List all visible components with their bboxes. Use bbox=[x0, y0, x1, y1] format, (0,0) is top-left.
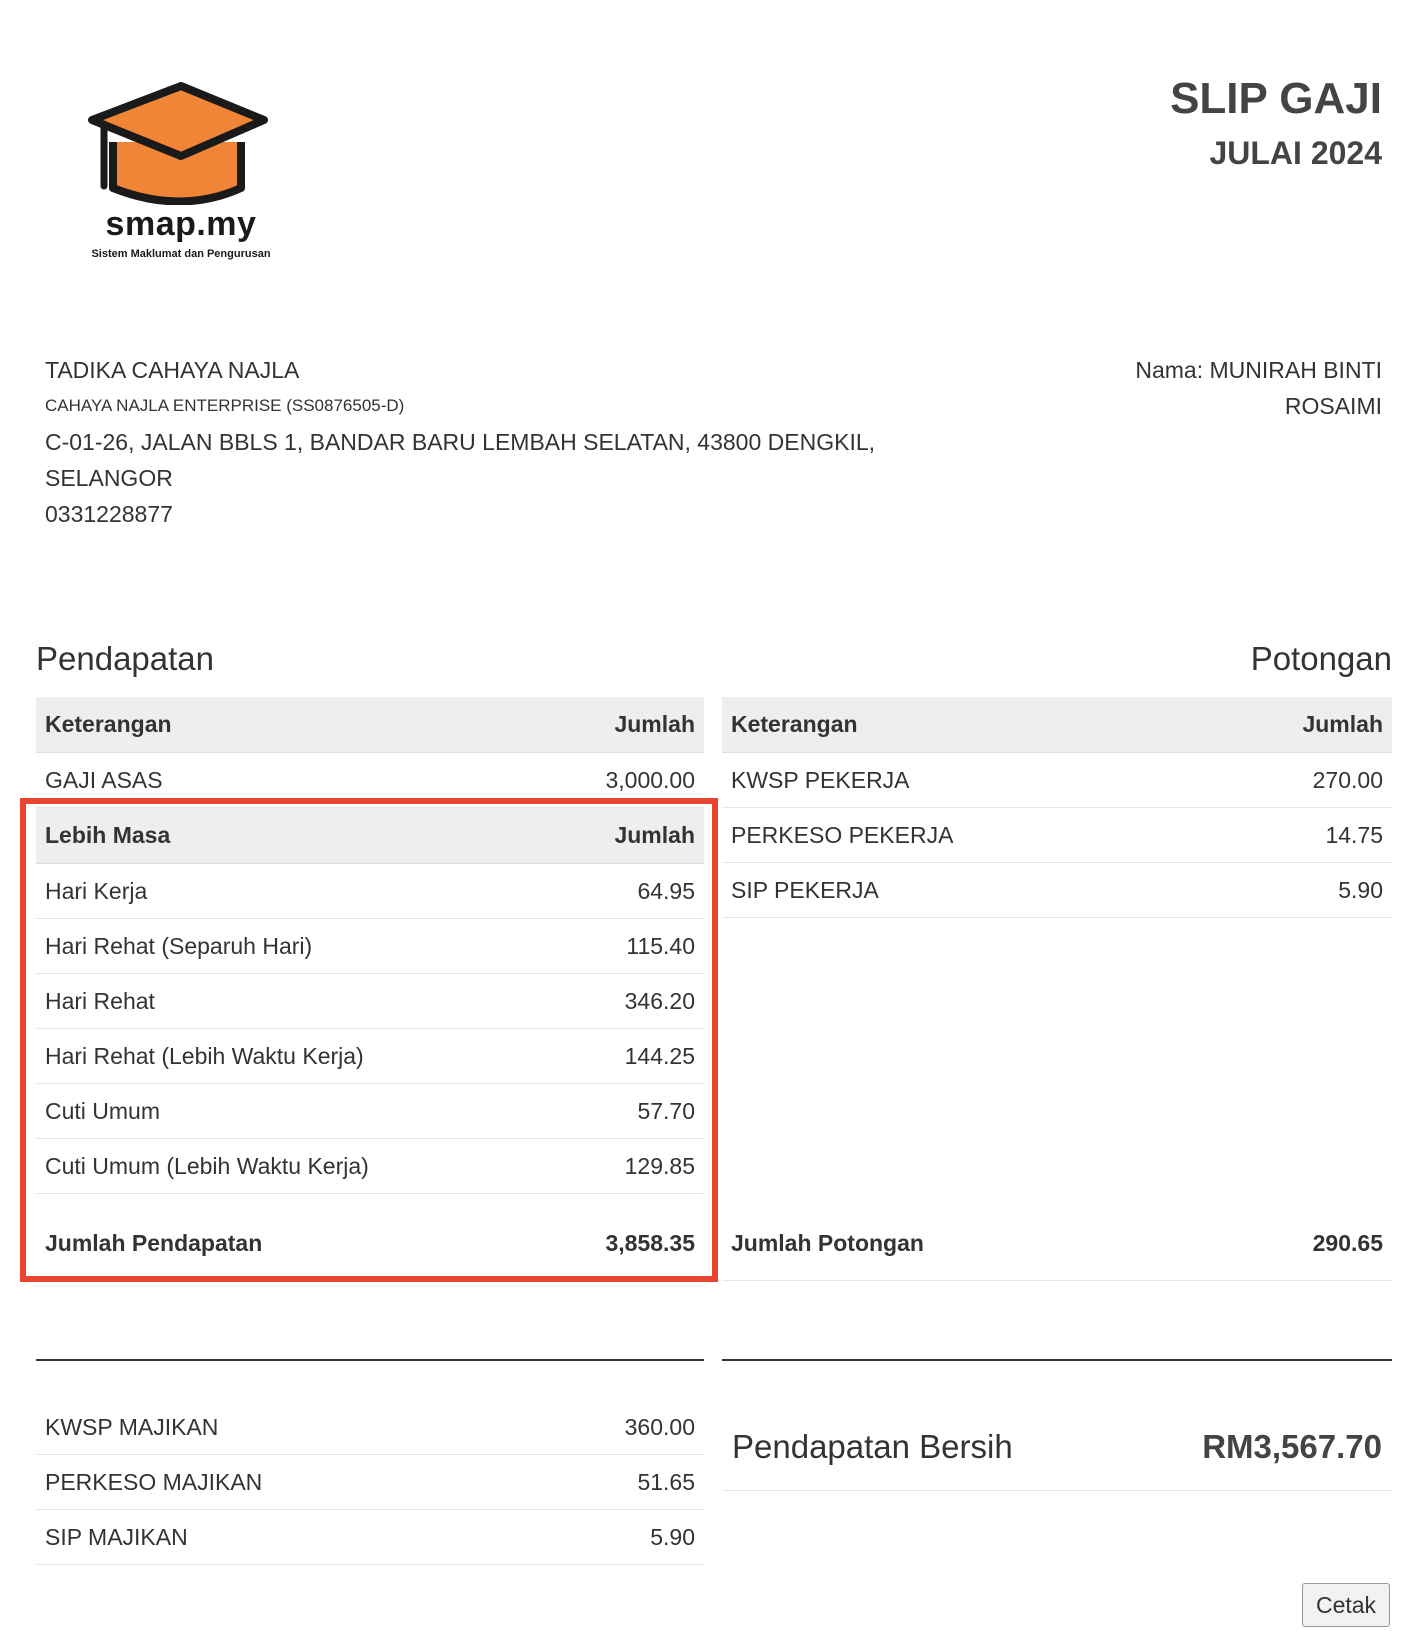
net-pay-label: Pendapatan Bersih bbox=[732, 1428, 1013, 1465]
spacer-row bbox=[722, 918, 1392, 1195]
graduation-cap-icon bbox=[86, 80, 276, 205]
row-label: PERKESO MAJIKAN bbox=[36, 1455, 522, 1510]
table-row bbox=[36, 1400, 704, 1455]
row-label: KWSP PEKERJA bbox=[722, 753, 1197, 808]
slip-month: JULAI 2024 bbox=[1209, 135, 1382, 171]
row-amount: 144.25 bbox=[544, 1029, 704, 1084]
table-row bbox=[722, 808, 1392, 863]
column-header: Keterangan bbox=[36, 697, 544, 753]
divider bbox=[36, 1359, 704, 1361]
row-label: GAJI ASAS bbox=[36, 753, 544, 808]
total-label: Jumlah Potongan bbox=[722, 1194, 1197, 1281]
row-amount: 64.95 bbox=[544, 864, 704, 919]
employer-table bbox=[36, 1400, 704, 1565]
row-amount: 5.90 bbox=[1197, 863, 1392, 918]
company-registration: CAHAYA NAJLA ENTERPRISE (SS0876505-D) bbox=[45, 396, 405, 415]
logo bbox=[86, 80, 276, 270]
row-label: SIP PEKERJA bbox=[722, 863, 1197, 918]
page-title: SLIP GAJI bbox=[1170, 74, 1382, 123]
row-label: Hari Rehat (Lebih Waktu Kerja) bbox=[36, 1029, 544, 1084]
row-label: KWSP MAJIKAN bbox=[36, 1400, 522, 1455]
total-row bbox=[722, 1194, 1392, 1281]
row-amount: 14.75 bbox=[1197, 808, 1392, 863]
table-header-row bbox=[36, 697, 704, 753]
deductions-table bbox=[722, 697, 1392, 1281]
deductions-title: Potongan bbox=[1250, 640, 1392, 677]
net-pay bbox=[722, 1410, 1392, 1491]
row-label: Cuti Umum bbox=[36, 1084, 544, 1139]
table-row bbox=[36, 1455, 704, 1510]
row-amount: 129.85 bbox=[544, 1139, 704, 1194]
logo-name: smap.my bbox=[105, 205, 257, 243]
row-label: Hari Kerja bbox=[36, 864, 544, 919]
total-amount: 3,858.35 bbox=[544, 1194, 704, 1281]
row-label: Hari Rehat bbox=[36, 974, 544, 1029]
logo-tagline: Sistem Maklumat dan Pengurusan bbox=[91, 248, 271, 260]
print-button[interactable]: Cetak bbox=[1302, 1583, 1390, 1627]
row-amount: 360.00 bbox=[522, 1400, 704, 1455]
table-row bbox=[722, 863, 1392, 918]
divider bbox=[722, 1359, 1392, 1361]
row-label: Hari Rehat (Separuh Hari) bbox=[36, 919, 544, 974]
row-label: Cuti Umum (Lebih Waktu Kerja) bbox=[36, 1139, 544, 1194]
slip-header bbox=[1170, 70, 1382, 174]
table-row bbox=[36, 1510, 704, 1565]
column-header: Jumlah bbox=[1197, 697, 1392, 753]
total-amount: 290.65 bbox=[1197, 1194, 1392, 1281]
row-label: PERKESO PEKERJA bbox=[722, 808, 1197, 863]
row-amount: 51.65 bbox=[522, 1455, 704, 1510]
column-header: Lebih Masa bbox=[36, 808, 544, 864]
row-amount: 270.00 bbox=[1197, 753, 1392, 808]
column-header: Jumlah bbox=[544, 697, 704, 753]
table-row bbox=[722, 753, 1392, 808]
row-amount: 346.20 bbox=[544, 974, 704, 1029]
row-label: SIP MAJIKAN bbox=[36, 1510, 522, 1565]
column-header: Jumlah bbox=[544, 808, 704, 864]
company-name: TADIKA CAHAYA NAJLA bbox=[45, 357, 300, 383]
row-amount: 115.40 bbox=[544, 919, 704, 974]
highlight-box bbox=[20, 798, 718, 1282]
row-amount: 57.70 bbox=[544, 1084, 704, 1139]
table-header-row bbox=[722, 697, 1392, 753]
row-amount: 3,000.00 bbox=[544, 753, 704, 808]
company-address: C-01-26, JALAN BBLS 1, BANDAR BARU LEMBAH SELATAN, 43800 DENGKIL, SELANGOR bbox=[45, 429, 876, 491]
employee-name: Nama: MUNIRAH BINTI ROSAIMI bbox=[1135, 357, 1382, 419]
row-amount: 5.90 bbox=[522, 1510, 704, 1565]
net-pay-amount: RM3,567.70 bbox=[1202, 1428, 1382, 1465]
total-label: Jumlah Pendapatan bbox=[36, 1194, 544, 1281]
company-info bbox=[45, 352, 925, 532]
column-header: Keterangan bbox=[722, 697, 1197, 753]
earnings-title: Pendapatan bbox=[36, 640, 215, 677]
company-phone: 0331228877 bbox=[45, 501, 173, 527]
